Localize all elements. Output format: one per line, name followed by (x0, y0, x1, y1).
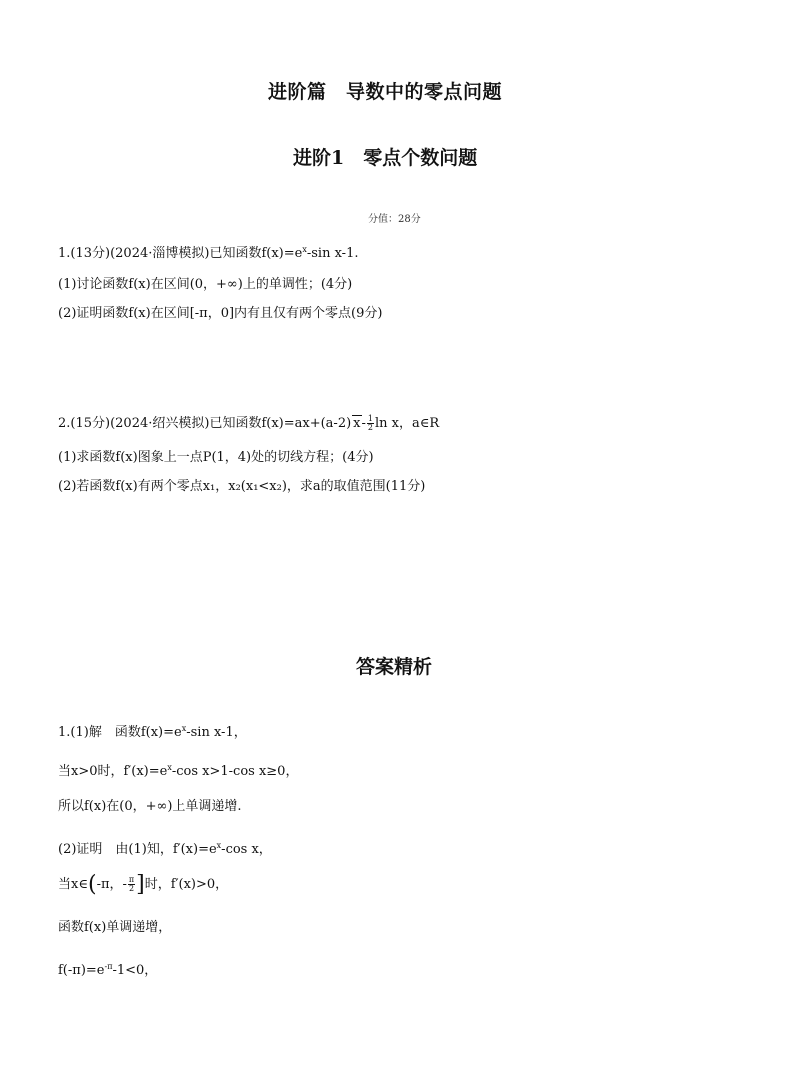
left-paren: ( (87, 872, 97, 897)
problem-1-part-1: (1)讨论函数f(x)在区间(0，+∞)上的单调性；(4分) (58, 277, 353, 292)
fraction-one-half: $\frac{1}{2}$ (367, 414, 374, 432)
score-note: 分值：28分 (368, 214, 421, 225)
fraction-pi-over-2: $\frac{\pi}{2}$ (128, 875, 135, 893)
answer-line-7: $f(-\pi)=e^{-\pi}-1<0$， (58, 962, 158, 978)
answer-line-1: 1.(1)解 函数$f(x)=e^x-\sin$ x-1， (58, 724, 247, 740)
sqrt-symbol: x (353, 416, 361, 431)
problem-1-stem: 1.(13分)(2024·淄博模拟)已知函数$f(x)=e^x-\sin$ x-1. (58, 245, 359, 261)
right-bracket: ] (136, 872, 145, 897)
answer-line-5: 当x∈(-π，- $\frac{\pi}{2}$ ]时，f′(x)>0， (58, 872, 229, 897)
answer-line-6: 函数f(x)单调递增， (58, 920, 172, 935)
answer-line-2: 当x>0时，$f'(x)=e^x-\cos$ x>1-cos x≥0， (58, 763, 299, 779)
answer-line-4: (2)证明 由(1)知，$f'(x)=e^x-\cos$ x， (58, 841, 272, 857)
problem-1-part-2: (2)证明函数f(x)在区间[-π，0]内有且仅有两个零点(9分) (58, 306, 383, 321)
problem-2-part-1: (1)求函数f(x)图象上一点P(1，4)处的切线方程；(4分) (58, 450, 374, 465)
answer-line-3: 所以f(x)在(0，+∞)上单调递增. (58, 799, 242, 814)
problem-2-part-2: (2)若函数f(x)有两个零点x₁，x₂(x₁<x₂)，求a的取值范围(11分) (58, 479, 426, 494)
section-title: 进阶1 零点个数问题 (293, 147, 478, 169)
page-title: 进阶篇 导数中的零点问题 (268, 81, 503, 103)
answers-heading: 答案精析 (356, 656, 433, 678)
problem-2-stem: 2.(15分)(2024·绍兴模拟)已知函数f(x)=ax+(a-2) x- $\frac{1}{2}$ ln x，a∈R (58, 414, 440, 432)
